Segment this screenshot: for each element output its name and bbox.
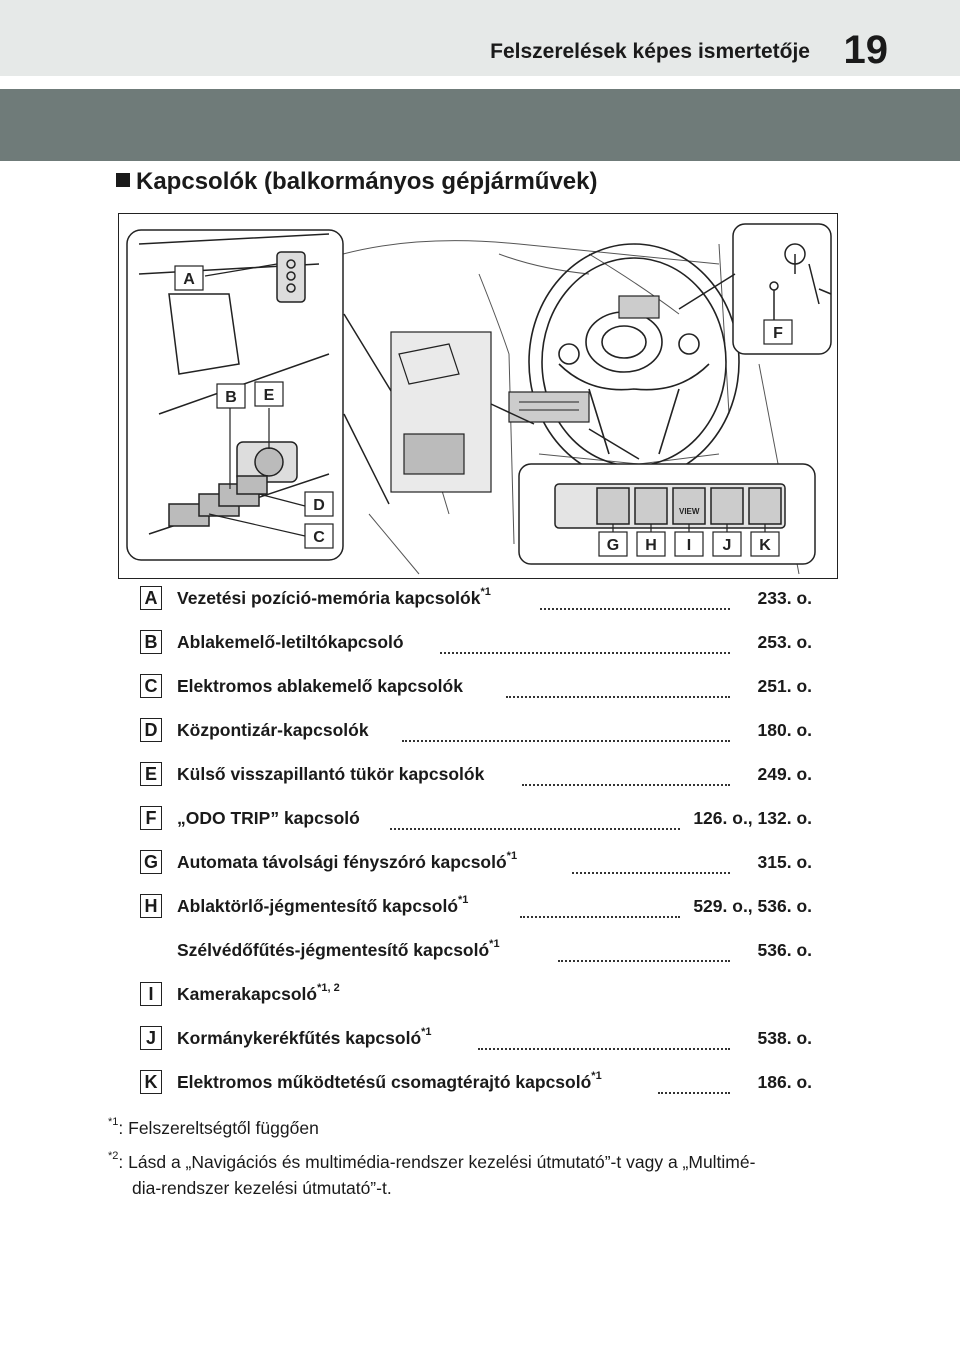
header-bar [0,0,960,76]
callout-h: H [645,537,657,554]
list-item [140,850,840,880]
item-label: Kamerakapcsoló [177,984,318,1004]
page-reference[interactable]: 249. o. [755,764,812,785]
item-footnote-mark: *1 [458,894,469,906]
item-key: E [140,762,162,786]
page-number: 19 [843,28,888,72]
page-reference[interactable]: 251. o. [755,676,812,697]
dashboard-illustration [119,214,837,578]
dot-leader [402,720,730,742]
item-text [177,632,404,653]
list-item [140,674,840,704]
dot-leader [522,764,730,786]
item-label: Központizár-kapcsolók [177,720,369,740]
section-title-text: Kapcsolók (balkormányos gépjárművek) [136,168,598,195]
page-reference[interactable]: 529. o., 536. o. [690,896,812,917]
item-text [177,676,463,697]
list-item [140,630,840,660]
dot-leader [478,1028,730,1050]
item-key: C [140,674,162,698]
footnote-1 [108,1118,319,1139]
switches-figure [118,213,838,579]
auto-high-beam-switch [597,488,629,524]
footnote-text: : Lásd a „Navigációs és multimédia-rendszer kezelési útmutató”-t vagy a „Multimé- [118,1152,756,1172]
list-item [140,1070,840,1100]
callout-j: J [722,537,732,554]
dot-leader [520,896,680,918]
dot-leader [558,940,730,962]
callout-d: D [313,497,325,514]
list-item [140,938,840,968]
item-key: H [140,894,162,918]
list-item [140,982,840,1012]
steering-wheel [529,244,739,480]
item-label: Vezetési pozíció-memória kapcsolók [177,588,481,608]
list-item [140,762,840,792]
item-label: Ablakemelő-letiltókapcsoló [177,632,404,652]
header-band [0,89,960,161]
item-key: A [140,586,162,610]
callout-i: I [686,537,692,554]
header-title: Felszerelések képes ismertetője [490,40,810,63]
dot-leader [572,852,730,874]
dot-leader [540,588,730,610]
page-reference[interactable]: 538. o. [755,1028,812,1049]
callout-b: B [225,389,237,406]
item-footnote-mark: *1 [506,850,518,862]
item-label: Szélvédőfűtés-jégmentesítő kapcsoló [177,940,490,960]
item-key: K [140,1070,162,1094]
list-item [140,586,840,616]
page-reference[interactable]: 180. o. [755,720,812,741]
section-title [116,168,597,196]
item-key: J [140,1026,162,1050]
footnote-text: : Felszereltségtől függően [118,1118,319,1138]
item-label: Elektromos ablakemelő kapcsolók [177,676,463,696]
memory-switches [277,252,305,302]
item-footnote-mark: *1 [489,938,500,950]
item-key: F [140,806,162,830]
wheel-heater-switch [711,488,743,524]
item-label: Elektromos működtetésű csomagtérajtó kapcsoló [177,1072,592,1092]
item-text [177,852,517,873]
item-label: Automata távolsági fényszóró kapcsoló [177,852,507,872]
item-footnote-mark: *1, 2 [317,982,340,994]
item-key: I [140,982,162,1006]
page-reference[interactable]: 186. o. [755,1072,812,1093]
callout-f: F [773,325,783,342]
bullet-square-icon [116,173,130,187]
odo-trip-switch [619,296,659,318]
footnote-2-continuation: dia-rendszer kezelési útmutató”-t. [132,1178,392,1198]
item-footnote-mark: *1 [591,1070,602,1082]
item-key: B [140,630,162,654]
dot-leader [390,808,680,830]
callout-a: A [183,271,195,288]
item-text [177,1028,432,1049]
door-panel-center [391,332,491,492]
item-text [177,940,500,961]
item-text [177,588,491,609]
item-text [177,764,484,785]
footnote-mark: *2 [108,1150,119,1162]
footnote-mark: *1 [108,1116,119,1128]
item-text [177,808,360,829]
dot-leader [506,676,730,698]
page-reference[interactable]: 536. o. [755,940,812,961]
list-item [140,894,840,924]
page-reference[interactable]: 315. o. [755,852,812,873]
list-item [140,718,840,748]
item-footnote-mark: *1 [421,1026,432,1038]
callout-g: G [606,537,620,554]
camera-switch [673,488,705,524]
list-item [140,1026,840,1056]
footnote-2 [108,1152,755,1173]
item-text [177,1072,602,1093]
page-reference[interactable]: 126. o., 132. o. [690,808,812,829]
wiper-deicer-switch [635,488,667,524]
power-tailgate-switch [749,488,781,524]
callout-c: C [313,529,325,546]
item-text [177,896,468,917]
list-item [140,806,840,836]
dot-leader [658,1072,730,1094]
item-label: Külső visszapillantó tükör kapcsolók [177,764,485,784]
odo-inset [679,224,831,354]
item-label: Kormánykerékfűtés kapcsoló [177,1028,422,1048]
item-key: D [140,718,162,742]
callout-e: E [263,387,275,404]
item-label: Ablaktörlő-jégmentesítő kapcsoló [177,896,459,916]
item-footnote-mark: *1 [480,586,491,598]
page-reference[interactable]: 253. o. [755,632,812,653]
dot-leader [440,632,730,654]
item-text [177,984,340,1005]
page-reference[interactable]: 233. o. [755,588,812,609]
callout-k: K [759,537,771,554]
item-label: „ODO TRIP” kapcsoló [177,808,360,828]
view-icon-label: VIEW [679,507,700,516]
item-text [177,720,369,741]
item-key: G [140,850,162,874]
